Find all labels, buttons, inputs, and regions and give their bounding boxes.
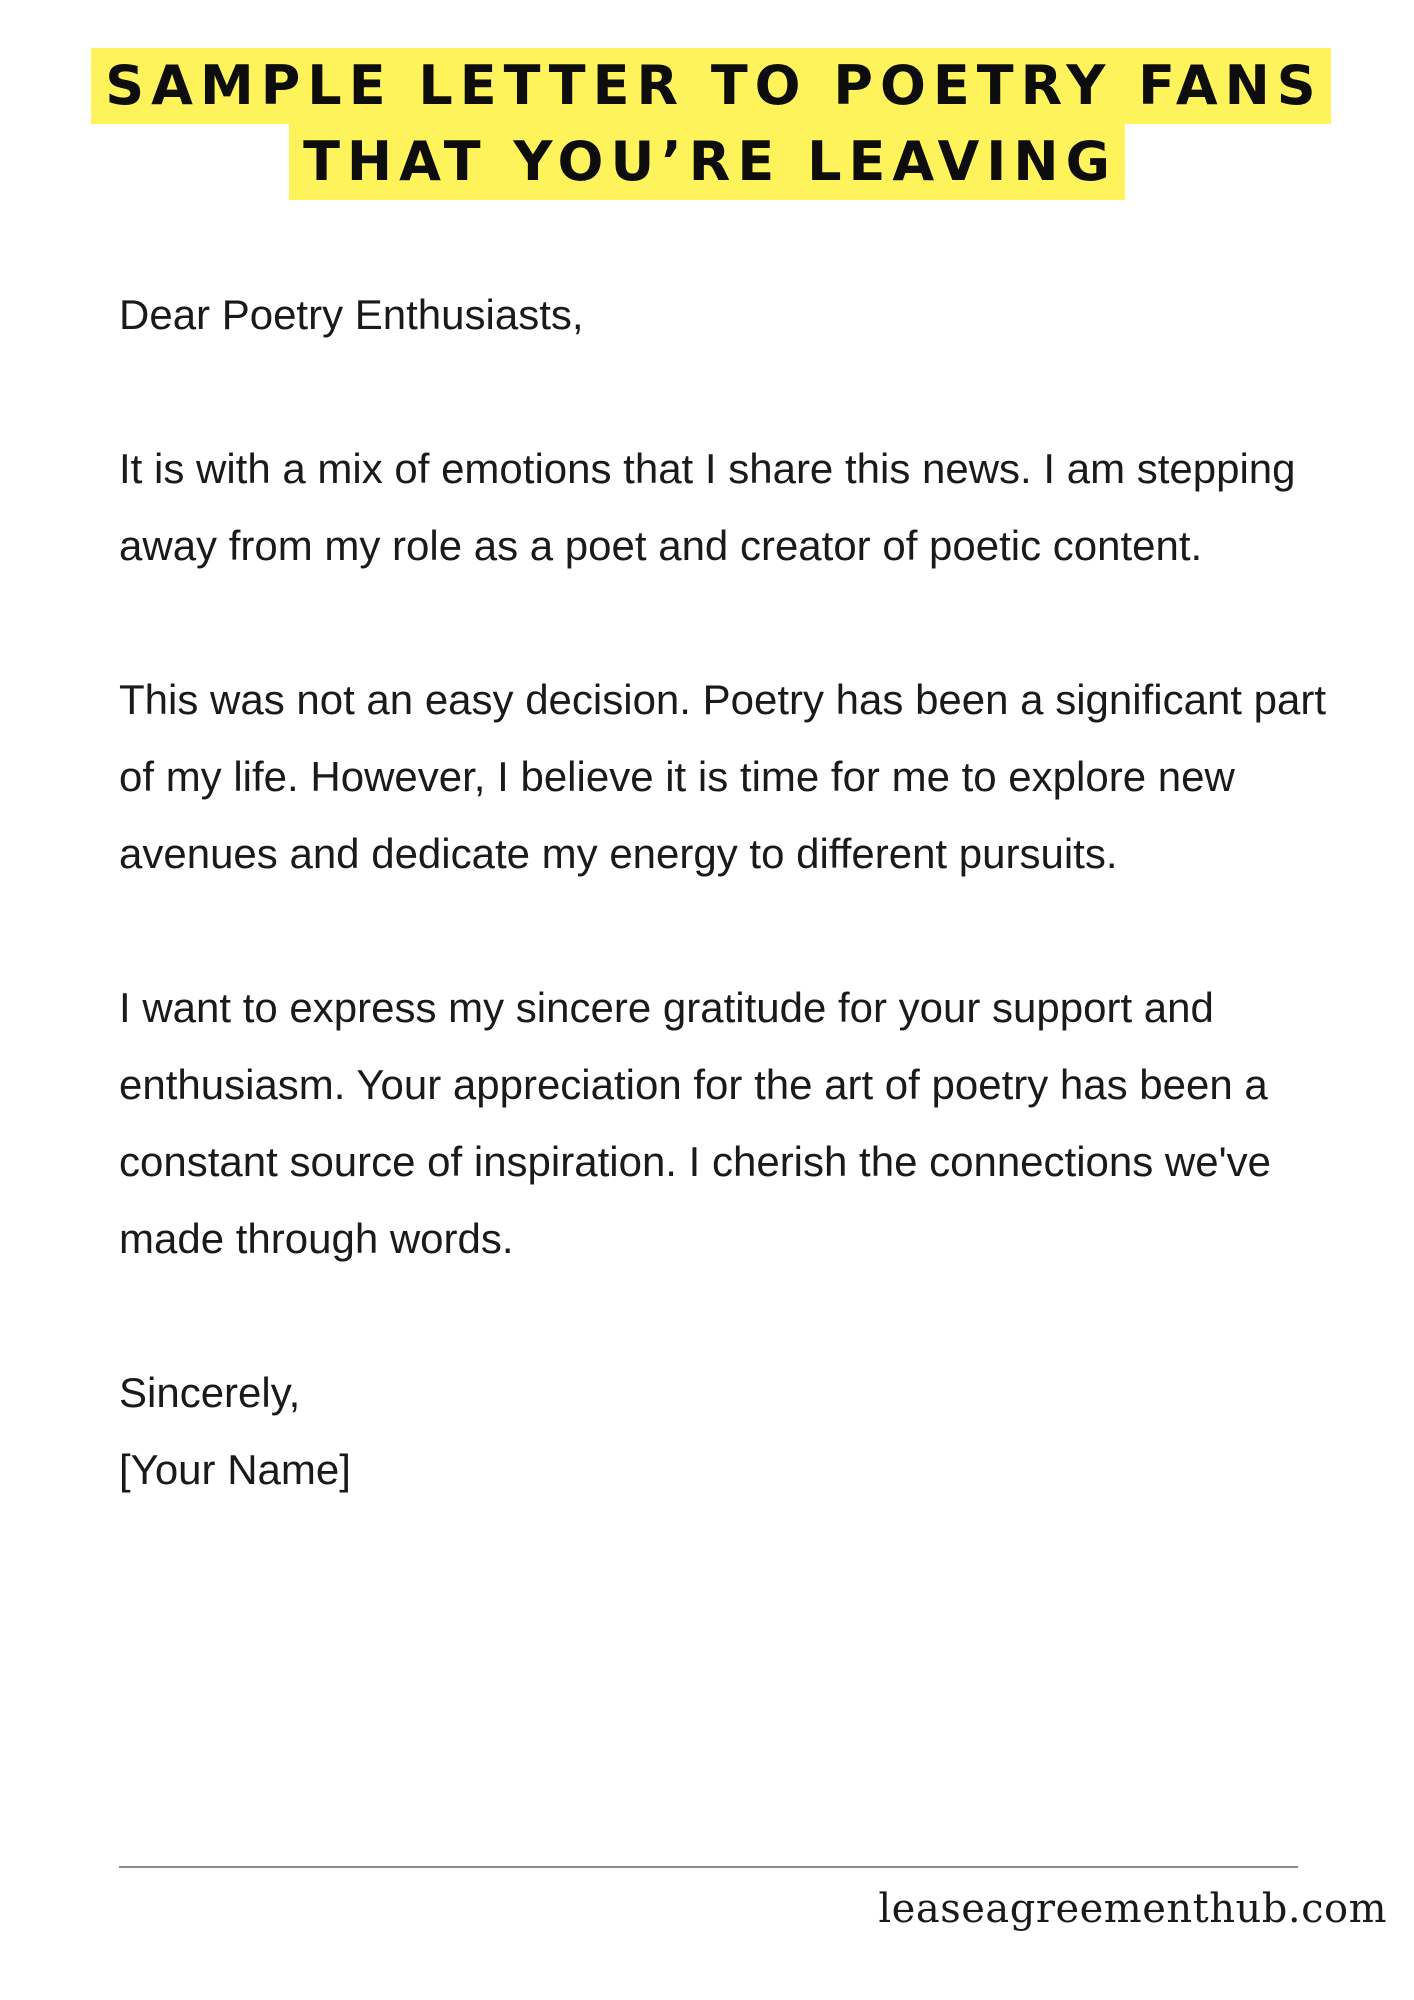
letter-paragraph-3: I want to express my sincere gratitude for your support and enthusiasm. Your appreciation for the art of poetry has been a constant source of inspiration. I cherish the connections we've made through words. <box>119 984 1271 1262</box>
footer-divider <box>119 1866 1298 1868</box>
letter-signature: [Your Name] <box>119 1446 351 1493</box>
letter-salutation: Dear Poetry Enthusiasts, <box>119 291 584 338</box>
letter-paragraph-1: It is with a mix of emotions that I share this news. I am stepping away from my role as a poet and creator of poetic content. <box>119 445 1296 569</box>
letter-paragraph-2: This was not an easy decision. Poetry has been a significant part of my life. However, I believe it is time for me to explore new avenues and dedicate my energy to different pursuits. <box>119 676 1327 877</box>
footer-brand: leaseagreementhub.com <box>878 1886 1387 1932</box>
title-line-1: SAMPLE LETTER TO POETRY FANS <box>91 48 1330 124</box>
title-line-2: THAT YOU’RE LEAVING <box>289 124 1125 200</box>
letter-closing: Sincerely, <box>119 1369 301 1416</box>
page-title <box>0 48 1414 200</box>
letter-body <box>119 276 1349 1508</box>
